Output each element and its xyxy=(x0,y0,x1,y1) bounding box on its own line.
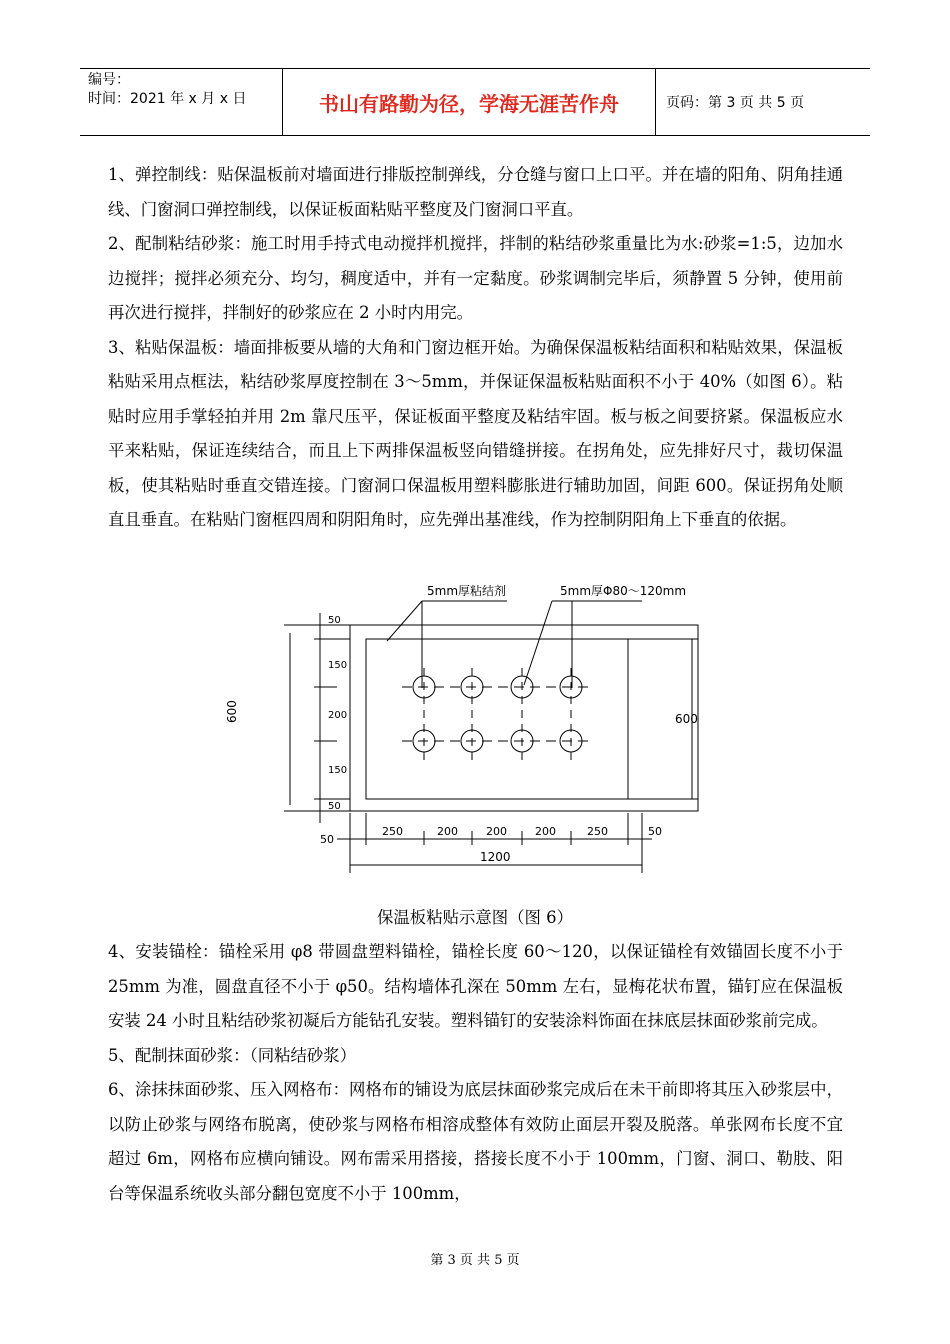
paragraph-6: 6、涂抹抹面砂浆、压入网格布：网格布的铺设为底层抹面砂浆完成后在未干前即将其压入砂浆层中，以防止砂浆与网络布脱离，使砂浆与网格布相溶成整体有效防止面层开裂及脱落。单张网布长度不宜超过 6m，网格布应横向铺设。网布需采用搭接，搭接长度不小于 100mm，门窗、洞口、勒肢、阳台等保温系统收头部分翻包宽度不小于 100mm， xyxy=(108,1080,843,1203)
paragraph-3: 3、粘贴保温板：墙面排板要从墙的大角和门窗边框开始。为确保保温板粘结面积和粘贴效果，保温板粘贴采用点框法，粘结砂浆厚度控制在 3～5mm，并保证保温板粘贴面积不小于 40%（如图 6）。粘贴时应用手掌轻拍并用 2m 靠尺压平，保证板面平整度及粘结牢固。板与板之间要挤紧。保温板应水平来粘贴，保证连续结合，而且上下两排保温板竖向错缝拼接。在拐角处，应先排好尺寸，裁切保温板，使其粘贴时垂直交错连接。门窗洞口保温板用塑料膨胀进行辅助加固，间距 600。保证拐角处顺直且垂直。在粘贴门窗框四周和阴阳角时，应先弹出基准线，作为控制阴阳角上下垂直的依据。 xyxy=(108,337,843,529)
header-page-info: 页码：第 3 页 共 5 页 xyxy=(666,95,805,111)
page-footer: 第 3 页 共 5 页 xyxy=(430,1253,520,1268)
dim-left-4: 150 xyxy=(328,765,348,776)
header-table xyxy=(80,68,870,136)
dim-bottom-3: 200 xyxy=(437,825,458,838)
dim-bottom-total: 1200 xyxy=(480,850,511,864)
dim-bottom-2: 250 xyxy=(382,825,403,838)
dim-left-1: 50 xyxy=(328,615,341,626)
dim-bottom-6: 250 xyxy=(587,825,608,838)
header-number: 编号： xyxy=(88,72,130,88)
dim-bottom-4: 200 xyxy=(486,825,507,838)
body-text-bottom xyxy=(108,935,843,1211)
figure-caption: 保温板粘贴示意图（图 6） xyxy=(377,908,573,927)
dim-left-2: 150 xyxy=(328,660,348,671)
header-date: 时间：2021 年 x 月 x 日 xyxy=(88,91,247,107)
paragraph-5: 5、配制抹面砂浆：（同粘结砂浆） xyxy=(108,1045,357,1065)
body-text-top xyxy=(108,158,843,538)
dim-left-3: 200 xyxy=(328,710,348,721)
dim-bottom-1: 50 xyxy=(320,833,334,846)
header-meta xyxy=(80,69,283,135)
insulation-board-diagram xyxy=(225,573,712,883)
paragraph-1: 1、弹控制线：贴保温板前对墙面进行排版控制弹线，分仓缝与窗口上口平。并在墙的阳角、阴角挂通线、门窗洞口弹控制线，以保证板面粘贴平整度及门窗洞口平直。 xyxy=(108,165,843,219)
header-motto: 书山有路勤为径，学海无涯苦作舟 xyxy=(283,69,656,135)
paragraph-4: 4、安装锚栓：锚栓采用 φ8 带圆盘塑料锚栓，锚栓长度 60～120，以保证锚栓有效锚固长度不小于 25mm 为准，圆盘直径不小于 φ50。结构墙体孔深在 50mm 左右，显梅花状布置，锚钉应在保温板安装 24 小时且粘结砂浆初凝后方能钻孔安装。塑料锚钉的安装涂料饰面在抹底层抹面砂浆前完成。 xyxy=(108,942,843,1030)
dim-right-total: 600 xyxy=(675,712,698,726)
paragraph-2: 2、配制粘结砂浆：施工时用手持式电动搅拌机搅拌，拌制的粘结砂浆重量比为水:砂浆=1:5，边加水边搅拌；搅拌必须充分、均匀，稠度适中，并有一定黏度。砂浆调制完毕后，须静置 5 分钟，使用前再次进行搅拌，拌制好的砂浆应在 2 小时内用完。 xyxy=(108,234,843,322)
label-adhesive: 5mm厚粘结剂 xyxy=(427,584,507,598)
adhesive-frame xyxy=(366,639,628,799)
label-dot-size: 5mm厚Φ80～120mm xyxy=(560,584,687,598)
dim-bottom-7: 50 xyxy=(648,825,662,838)
dim-left-total: 600 xyxy=(225,700,239,723)
dim-bottom-5: 200 xyxy=(535,825,556,838)
board-outer xyxy=(350,625,698,811)
dim-left-5: 50 xyxy=(328,801,341,812)
leader-line-adhesive xyxy=(387,601,422,641)
